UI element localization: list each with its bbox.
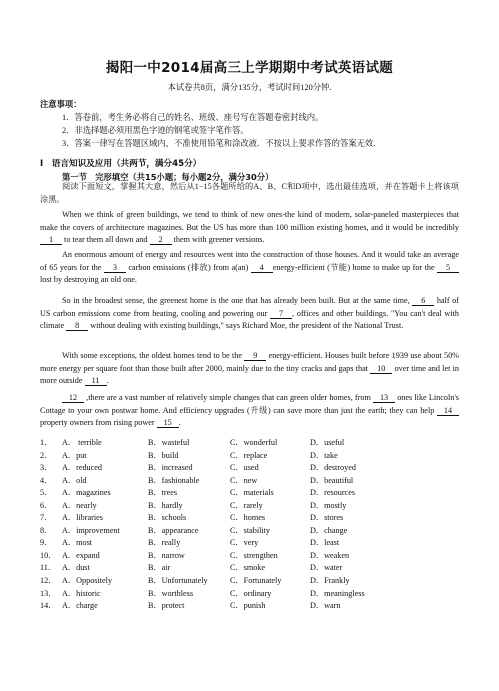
question-options-row xyxy=(40,475,459,488)
option-c: C．stability xyxy=(230,525,271,535)
option-b: B．schools xyxy=(148,513,187,523)
passage-paragraph-4: With some exceptions, the oldest homes tend to be the 9 energy-efficient. Houses built before 1939 use about 50% more energy per square foot than those built after 2000, mainly due to the tiny cracks and gaps that 10 over time and let in more outside 11 . xyxy=(40,351,459,386)
question-options-row xyxy=(40,562,459,575)
option-a: A．nearly xyxy=(62,500,97,510)
question-number: 4． xyxy=(40,475,53,485)
option-b: B．trees xyxy=(148,488,178,498)
passage-paragraph-1: When we think of green buildings, we tend to think of new ones-the kind of modern, solar-paneled masterpieces that make the covers of architecture magazines. But the US has more than 100 million existing homes, and it would be incredibly 1 to tear them all down and 2 them with greener versions. xyxy=(40,210,459,245)
option-d: D．water xyxy=(310,563,343,573)
question-options-row xyxy=(40,588,459,601)
blank-3: 3 xyxy=(104,263,126,273)
option-b: B．really xyxy=(148,538,181,548)
option-d: D．weaken xyxy=(310,550,350,560)
option-b: B．Unfortunately xyxy=(148,576,208,586)
question-options-row xyxy=(40,462,459,475)
option-a: A．charge xyxy=(62,601,98,611)
option-b: B．increased xyxy=(148,463,193,473)
question-number: 8． xyxy=(40,525,53,535)
question-number: 1． xyxy=(40,438,53,447)
question-options-row xyxy=(40,437,459,450)
blank-10: 10 xyxy=(370,364,392,374)
option-b: B．build xyxy=(148,450,179,460)
option-a: A．improvement xyxy=(62,525,120,535)
option-c: C．strengthen xyxy=(230,550,278,560)
option-d: D．useful xyxy=(310,438,345,447)
blank-6: 6 xyxy=(412,296,434,306)
option-c: C．punish xyxy=(230,601,266,611)
option-b: B．protect xyxy=(148,601,185,611)
blank-8: 8 xyxy=(66,321,88,331)
notice-item: 3．答案一律写在答题区域内，不准使用铅笔和涂改液．不按以上要求作答的答案无效． xyxy=(62,139,382,148)
blank-5: 5 xyxy=(437,263,459,273)
exam-info: 本试卷共8页，满分135分，考试时间120分钟. xyxy=(167,83,332,92)
option-d: D．least xyxy=(310,538,340,548)
option-a: A．reduced xyxy=(62,463,103,473)
option-d: D．mostly xyxy=(310,500,347,510)
option-a: A．expand xyxy=(62,550,100,560)
notice-item: 1．答卷前，考生务必将自己的姓名、班级、座号写在答题卷密封线内。 xyxy=(62,113,324,122)
option-c: C．smoke xyxy=(230,563,266,573)
question-options-row xyxy=(40,600,459,613)
answer-options-table xyxy=(40,437,459,613)
option-c: C．used xyxy=(230,463,259,473)
notice-heading: 注意事项： xyxy=(40,99,82,109)
instruction-paragraph: 阅读下面短文，掌握其大意，然后从1−15各题所给的A、B、C和D项中，选出最佳选项，并在答题卡上将该项涂黑。 xyxy=(40,182,459,204)
blank-11: 11 xyxy=(85,376,107,386)
option-c: C．Fortunately xyxy=(230,576,282,586)
option-d: D．meaningless xyxy=(310,588,365,598)
passage-paragraph-3: So in the broadest sense, the greenest home is the one that has already been built. But at the same time, 6 half of US carbon emissions come from heating, cooling and powering our 7 , offices and other buildings. "You can't deal with climate 8 without dealing with existing buildings," says Richard Moe, the president of the National Trust. xyxy=(40,296,459,331)
option-a: A．magazines xyxy=(62,488,111,498)
question-number: 13． xyxy=(40,588,57,598)
option-b: B．appearance xyxy=(148,525,199,535)
blank-2: 2 xyxy=(150,235,172,245)
option-b: B．worthless xyxy=(148,588,194,598)
question-options-row xyxy=(40,537,459,550)
option-b: B．fashionable xyxy=(148,475,200,485)
option-a: A． terrible xyxy=(62,438,102,447)
option-d: D．warn xyxy=(310,601,341,611)
part-heading: I 语言知识及应用（共两节，满分45分） xyxy=(40,159,202,169)
question-options-row xyxy=(40,450,459,463)
option-b: B．hardly xyxy=(148,500,183,510)
blank-4: 4 xyxy=(251,263,273,273)
option-c: C．wonderful xyxy=(230,438,278,447)
blank-13: 13 xyxy=(373,393,395,403)
option-a: A．put xyxy=(62,450,87,460)
blank-9: 9 xyxy=(244,351,266,361)
section-heading: 第一节 完形填空（共15小题；每小题2分，满分30分） xyxy=(62,172,274,182)
option-a: A．old xyxy=(62,475,87,485)
question-number: 7． xyxy=(40,513,53,523)
question-options-row xyxy=(40,512,459,525)
option-c: C．rarely xyxy=(230,500,263,510)
option-d: D．stores xyxy=(310,513,344,523)
question-number: 2． xyxy=(40,450,53,460)
blank-7: 7 xyxy=(270,309,292,319)
option-c: C．materials xyxy=(230,488,274,498)
question-number: 9． xyxy=(40,538,53,548)
blank-14: 14 xyxy=(437,406,459,416)
option-d: D．resources xyxy=(310,488,356,498)
blank-12: 12 xyxy=(62,393,84,403)
question-options-row xyxy=(40,487,459,500)
option-c: C．very xyxy=(230,538,259,548)
option-a: A．Oppositely xyxy=(62,576,113,586)
page-title: 揭阳一中2014届高三上学期期中考试英语试题 xyxy=(105,60,394,76)
question-number: 11． xyxy=(40,563,57,573)
question-number: 14． xyxy=(40,601,57,611)
blank-15: 15 xyxy=(157,418,179,428)
option-c: C．new xyxy=(230,475,258,485)
option-b: B．wasteful xyxy=(148,438,190,447)
question-number: 10． xyxy=(40,550,57,560)
option-d: D．beautiful xyxy=(310,475,354,485)
option-d: D．destroyed xyxy=(310,463,356,473)
option-a: A．most xyxy=(62,538,93,548)
option-d: D．Frankly xyxy=(310,576,350,586)
question-options-row xyxy=(40,500,459,513)
question-options-row xyxy=(40,575,459,588)
question-number: 5． xyxy=(40,488,53,498)
question-options-row xyxy=(40,525,459,538)
option-a: A．libraries xyxy=(62,513,103,523)
question-number: 6． xyxy=(40,500,53,510)
option-b: B．air xyxy=(148,563,171,573)
option-c: C．homes xyxy=(230,513,266,523)
option-a: A．dust xyxy=(62,563,90,573)
passage-paragraph-5: 12 ,there are a vast number of relatively simple changes that can green older homes, from 13 ones like Lincoln's Cottage to your own postwar home. And efficiency upgrades (升级) can save more than just the earth; they can help 14 property owners from rising power 15 . xyxy=(40,393,459,428)
question-number: 3． xyxy=(40,463,53,473)
passage-paragraph-2: An enormous amount of energy and resources went into the construction of those houses. And it would take an average of 65 years for the 3 carbon emissions (排放) from a(an) 4 energy-efficient (节能) home to make up for the 5 lost by destroying an old one. xyxy=(40,250,459,285)
option-d: D．take xyxy=(310,450,338,460)
question-number: 12． xyxy=(40,576,57,586)
question-options-row xyxy=(40,550,459,563)
notice-item: 2．非选择题必须用黑色字迹的钢笔或签字笔作答。 xyxy=(62,126,249,135)
option-c: C．replace xyxy=(230,450,268,460)
blank-1: 1 xyxy=(40,235,62,245)
option-c: C．ordinary xyxy=(230,588,272,598)
option-a: A．historic xyxy=(62,588,101,598)
option-b: B．narrow xyxy=(148,550,185,560)
option-d: D．change xyxy=(310,525,348,535)
